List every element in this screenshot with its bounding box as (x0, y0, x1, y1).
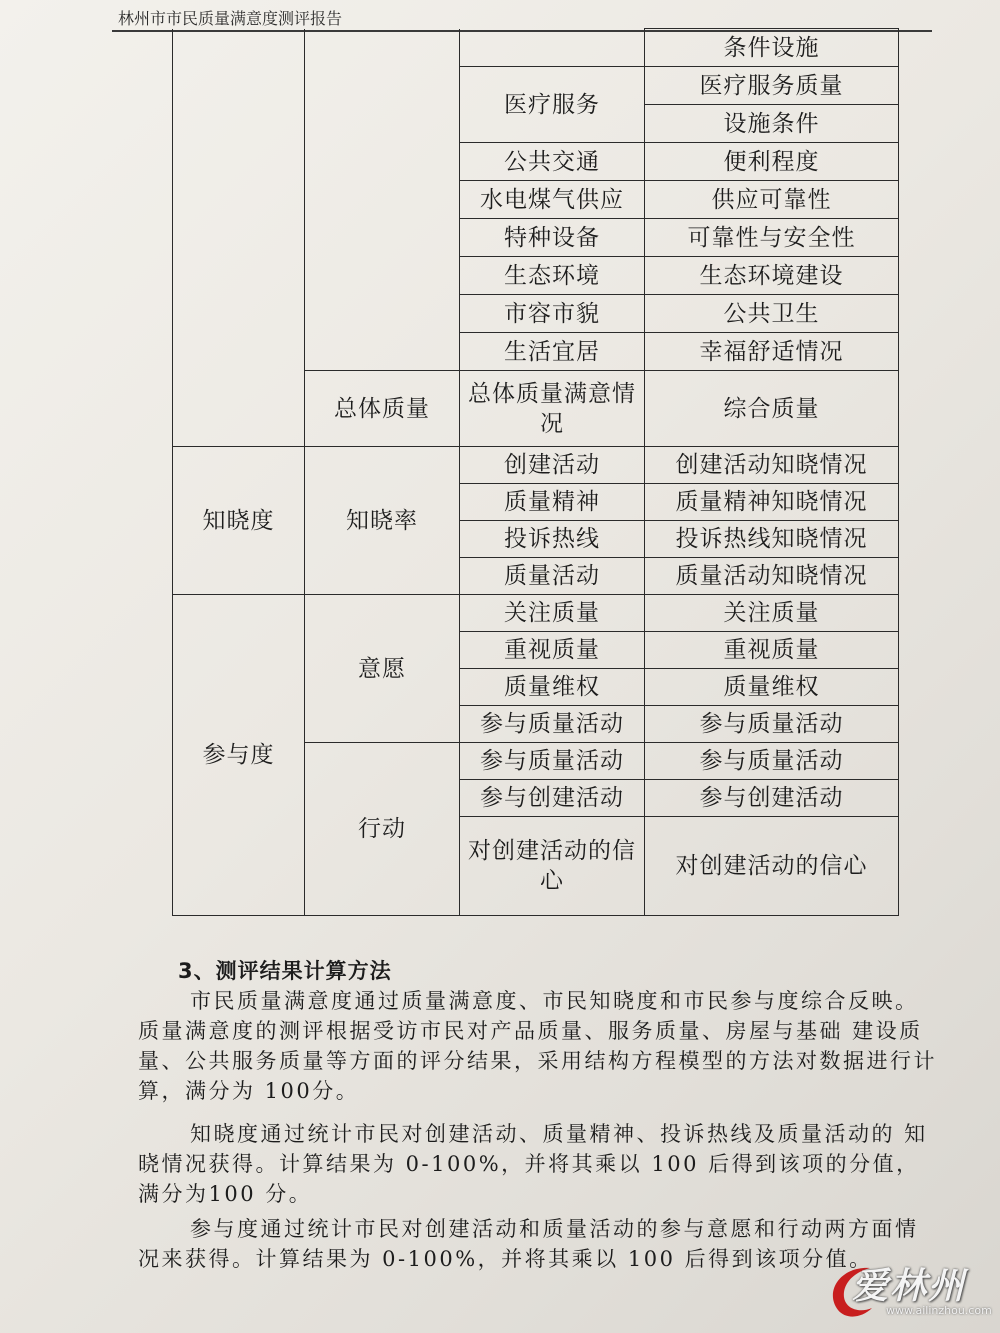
table-cell-level3: 参与质量活动 (460, 743, 645, 780)
table-cell-level4: 公共卫生 (645, 295, 899, 333)
table-cell-level3: 创建活动 (460, 447, 645, 484)
table-cell-level4: 投诉热线知晓情况 (645, 521, 899, 558)
header-title: 林州市市民质量满意度测评报告 (118, 9, 343, 28)
table-cell-level3: 水电煤气供应 (460, 181, 645, 219)
table-cell-level4: 对创建活动的信心 (645, 817, 899, 916)
table-cell-level4: 幸福舒适情况 (645, 333, 899, 371)
table-cell-level3: 医疗服务 (460, 67, 645, 143)
table-cell-level4: 便利程度 (645, 143, 899, 181)
table-cell-level4: 条件设施 (645, 29, 899, 67)
table-cell-level4: 设施条件 (645, 105, 899, 143)
indicator-table (172, 28, 899, 916)
table-cell-level1 (173, 29, 305, 447)
watermark-text: 爱林州 (852, 1265, 967, 1307)
paragraph-satisfaction: 市民质量满意度通过质量满意度、市民知晓度和市民参与度综合反映。质量满意度的测评根据受访市民对产品质量、服务质量、房屋与基础 建设质量、公共服务质量等方面的评分结果，采用结构方程模型的方法对数据进行计算，满分为 100分。 (138, 989, 937, 1103)
table-cell-level1: 知晓度 (173, 447, 305, 595)
table-cell-level3: 关注质量 (460, 595, 645, 632)
table-cell-level2: 意愿 (305, 595, 460, 743)
section-heading: 3、测评结果计算方法 (178, 959, 392, 983)
table-cell-level3: 质量活动 (460, 558, 645, 595)
table-cell-level3: 生态环境 (460, 257, 645, 295)
paragraph-awareness: 知晓度通过统计市民对创建活动、质量精神、投诉热线及质量活动的 知晓情况获得。计算结果为 0-100%，并将其乘以 100 后得到该项的分值，满分为100 分。 (138, 1122, 928, 1206)
table-cell-level4: 可靠性与安全性 (645, 219, 899, 257)
table-cell-level3: 参与质量活动 (460, 706, 645, 743)
table-cell-level4: 综合质量 (645, 371, 899, 447)
table-cell-level4: 供应可靠性 (645, 181, 899, 219)
table-cell-level3: 生活宜居 (460, 333, 645, 371)
table-cell-level2: 知晓率 (305, 447, 460, 595)
table-cell-level4: 生态环境建设 (645, 257, 899, 295)
table-cell-level4: 质量活动知晓情况 (645, 558, 899, 595)
table-cell-level4: 关注质量 (645, 595, 899, 632)
site-watermark (822, 1256, 992, 1328)
table-cell-level3: 对创建活动的信心 (460, 817, 645, 916)
table-cell-level4: 质量精神知晓情况 (645, 484, 899, 521)
paragraph-participation: 参与度通过统计市民对创建活动和质量活动的参与意愿和行动两方面情况来获得。计算结果为 0-100%，并将其乘以 100 后得到该项分值。 (138, 1217, 919, 1271)
table-cell-level4: 参与创建活动 (645, 780, 899, 817)
table-cell-level3: 质量维权 (460, 669, 645, 706)
table-cell-level4: 参与质量活动 (645, 706, 899, 743)
table-cell-level4: 创建活动知晓情况 (645, 447, 899, 484)
table-cell-level3: 质量精神 (460, 484, 645, 521)
table-cell-level2: 总体质量 (305, 371, 460, 447)
table-cell-level4: 重视质量 (645, 632, 899, 669)
table-cell-level4: 质量维权 (645, 669, 899, 706)
table-cell-level4: 参与质量活动 (645, 743, 899, 780)
table-cell-level3: 特种设备 (460, 219, 645, 257)
table-cell-level3: 公共交通 (460, 143, 645, 181)
table-cell-level3: 重视质量 (460, 632, 645, 669)
table-cell-level4: 医疗服务质量 (645, 67, 899, 105)
table-cell-level3 (460, 29, 645, 67)
table-cell-level2: 行动 (305, 743, 460, 916)
table-cell-level3: 参与创建活动 (460, 780, 645, 817)
table-row (173, 29, 899, 67)
table-row (173, 595, 899, 632)
table-cell-level3: 投诉热线 (460, 521, 645, 558)
watermark-url: www.ailinzhou.com (886, 1304, 992, 1317)
table-cell-level3: 总体质量满意情况 (460, 371, 645, 447)
table-cell-level2 (305, 29, 460, 371)
table-row (173, 447, 899, 484)
table-cell-level3: 市容市貌 (460, 295, 645, 333)
table-cell-level1: 参与度 (173, 595, 305, 916)
